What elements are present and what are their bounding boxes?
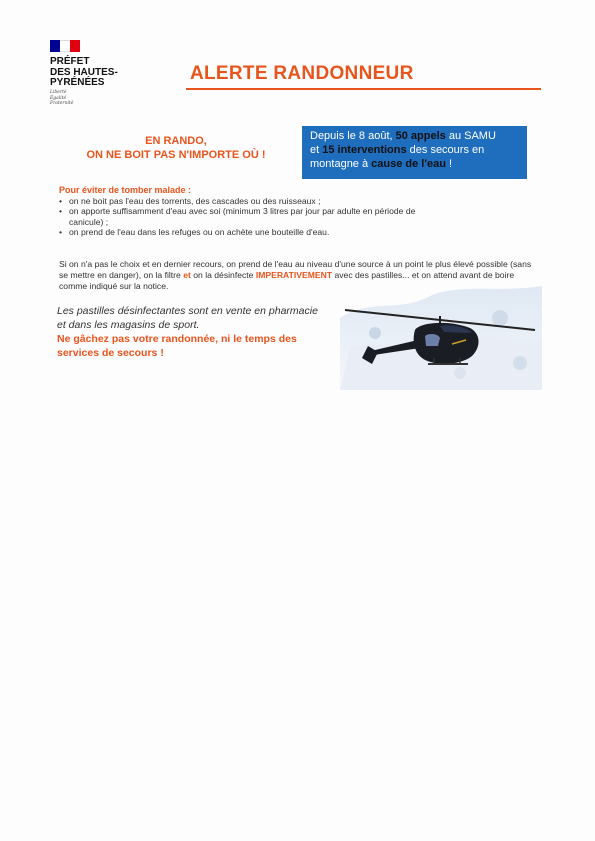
list-item: • on apporte suffisamment d'eau avec soi (minimum 3 litres par jour par adulte en période de canicule) ;	[59, 206, 459, 227]
stats-text: !	[445, 158, 453, 170]
prefet-line: PYRÉNÉES	[50, 77, 105, 88]
stats-text: et	[310, 144, 323, 156]
recourse-text: avec des pastilles... et on attend avant de boire comme indiqué sur la notice.	[59, 270, 515, 291]
prefet-line: DES HAUTES-	[50, 66, 118, 78]
prefet-line: PRÉFET	[50, 56, 90, 67]
slogan-line: EN RANDO,	[145, 135, 207, 147]
stats-interventions: 15 interventions	[322, 144, 407, 156]
recourse-imperative: IMPERATIVEMENT	[255, 270, 333, 280]
motto-line: Égalité	[50, 95, 67, 101]
warning-message: Ne gâchez pas votre randonnée, ni le temps des services de secours !	[57, 333, 297, 359]
page-title: ALERTE RANDONNEUR	[190, 63, 414, 84]
recourse-text: on la désinfecte	[190, 270, 256, 280]
list-item: • on prend de l'eau dans les refuges ou on achète une bouteille d'eau.	[59, 227, 459, 237]
stats-cause: cause de l'eau	[371, 158, 446, 170]
motto-line: Liberté	[50, 90, 67, 95]
prefecture-name	[50, 57, 140, 89]
slogan-line: ON NE BOIT PAS N'IMPORTE OÙ !	[86, 149, 266, 161]
stats-box	[302, 126, 527, 179]
stats-text: Depuis le 8 août,	[310, 130, 396, 142]
recourse-emphasis: et	[183, 270, 191, 280]
rescue-helicopter-icon	[340, 278, 542, 390]
flag-red	[70, 40, 80, 52]
title-underline	[186, 88, 541, 90]
stats-text: montagne à	[310, 158, 372, 170]
republic-motto	[50, 90, 73, 107]
slogan	[60, 134, 292, 162]
recourse-text: Si on n'a pas le choix et en dernier recours, on prend de l'eau au niveau d'une source à un point le plus élevé possible (sans se mettre en danger), on la filtre	[59, 259, 532, 280]
stats-line	[310, 129, 527, 143]
pastilles-note: Les pastilles désinfectantes sont en vente en pharmacie et dans les magasins de sport.	[57, 305, 318, 331]
stats-calls: 50 appels	[395, 130, 446, 142]
stats-line	[310, 143, 527, 157]
list-item: • on ne boit pas l'eau des torrents, des cascades ou des ruisseaux ;	[59, 196, 459, 206]
flag-white	[60, 40, 70, 52]
prevention-list	[59, 196, 459, 238]
marianne-logo	[50, 40, 80, 52]
flag-blue	[50, 40, 60, 52]
motto-line: Fraternité	[50, 101, 74, 106]
stats-text: des secours en	[406, 144, 485, 156]
prevention-heading: Pour éviter de tomber malade :	[59, 185, 192, 195]
stats-line	[310, 157, 527, 171]
stats-text: au SAMU	[445, 130, 496, 142]
